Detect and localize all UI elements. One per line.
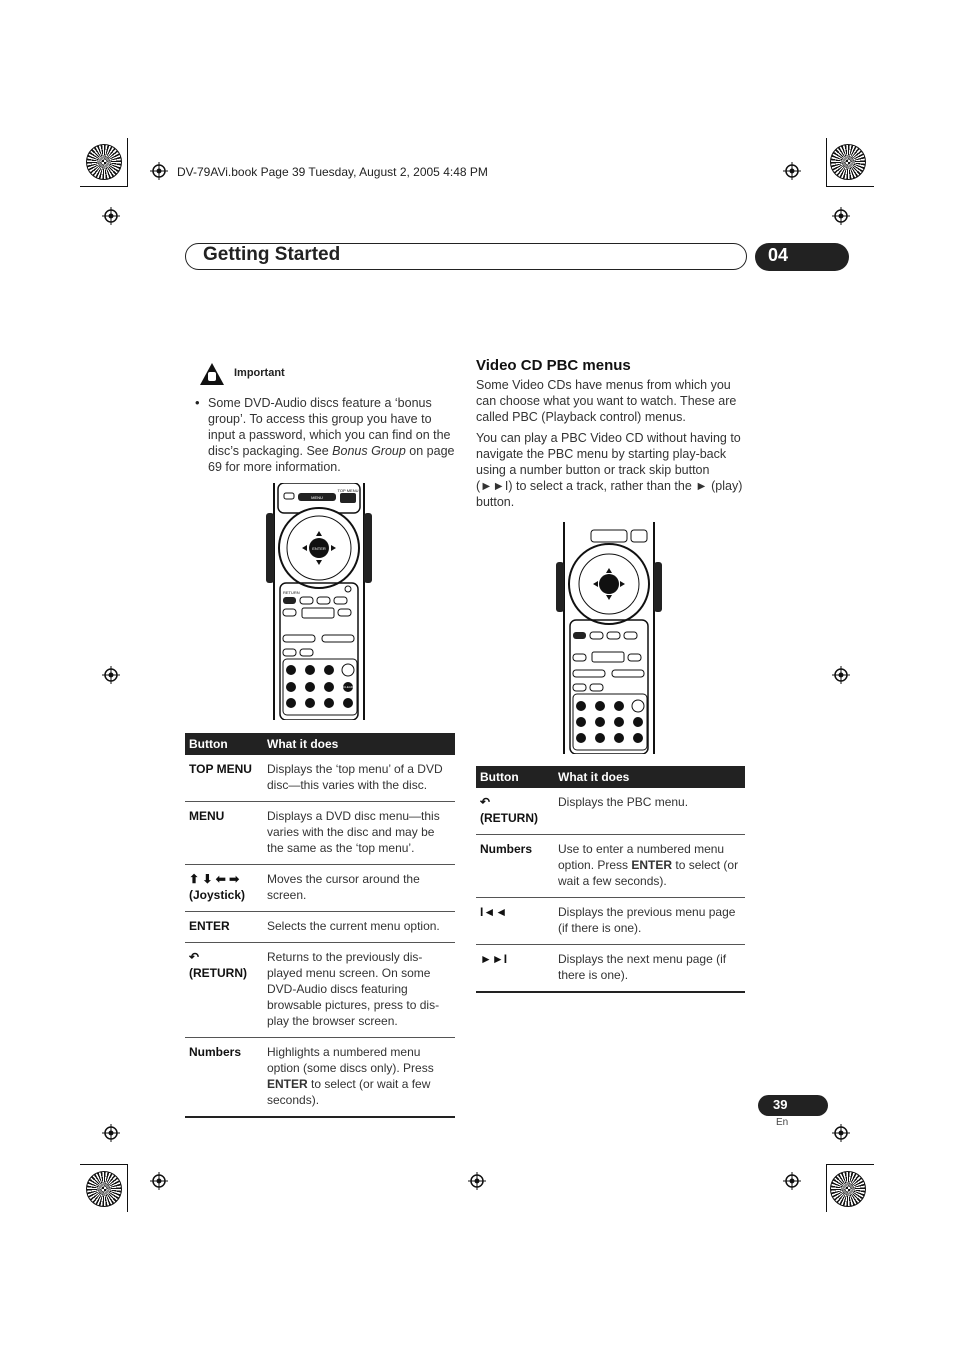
- crop-line: [127, 138, 128, 186]
- table-header-row: [476, 766, 745, 788]
- warning-icon: [199, 362, 225, 386]
- table-row: [185, 912, 455, 943]
- table-header: Button: [476, 766, 554, 788]
- table-row: [476, 788, 745, 835]
- button-description: Displays a DVD disc menu—this varies with the disc and may be the same as the ‘top menu’.: [263, 802, 455, 865]
- registration-mark-icon: [150, 162, 168, 180]
- table-row: [185, 802, 455, 865]
- paragraph: Some Video CDs have menus from which you can choose what you want to watch. These are called PBC (Playback control) menus.: [476, 378, 737, 424]
- table-row: [185, 943, 455, 1038]
- sunburst-mark-icon: [86, 144, 122, 180]
- button-name: ↶ (RETURN): [185, 943, 263, 1038]
- button-description: Displays the previous menu page (if there is one).: [554, 898, 745, 945]
- button-description: Displays the ‘top menu’ of a DVD disc—this varies with the disc.: [263, 755, 455, 802]
- table-header: What it does: [263, 733, 455, 755]
- registration-mark-icon: [102, 666, 120, 684]
- table-header-row: [185, 733, 455, 755]
- table-row: [185, 1038, 455, 1118]
- sunburst-mark-icon: [86, 1171, 122, 1207]
- registration-mark-icon: [468, 1172, 486, 1190]
- button-description: Displays the next menu page (if there is one).: [554, 945, 745, 993]
- registration-mark-icon: [832, 207, 850, 225]
- table-header: What it does: [554, 766, 745, 788]
- crop-line: [826, 138, 827, 186]
- button-name: ENTER: [185, 912, 263, 943]
- book-info: DV-79AVi.book Page 39 Tuesday, August 2, 2005 4:48 PM: [177, 165, 488, 179]
- arrow-keys-icon: ⬆ ⬇ ⬅ ➡: [189, 872, 240, 886]
- bullet-icon: •: [195, 395, 200, 410]
- button-name: MENU: [185, 802, 263, 865]
- page-number: 39: [758, 1095, 828, 1116]
- registration-mark-icon: [102, 1124, 120, 1142]
- sunburst-mark-icon: [830, 144, 866, 180]
- return-icon: ↶: [189, 950, 200, 964]
- crop-line: [80, 186, 128, 187]
- registration-mark-icon: [783, 1172, 801, 1190]
- important-text: Some DVD-Audio discs feature a ‘bonus group’. To access this group you have to input a password, which you can find on the disc’s packaging. See Bonus Group on page 69 for more information.: [208, 396, 455, 474]
- crop-line: [127, 1164, 128, 1212]
- registration-mark-icon: [832, 666, 850, 684]
- table-row: [476, 945, 745, 993]
- crop-line: [826, 186, 874, 187]
- button-description: Returns to the previously dis-played menu screen. On some DVD-Audio discs featuring browsable pictures, press to dis-play the browser screen.: [263, 943, 455, 1038]
- button-name: TOP MENU: [185, 755, 263, 802]
- return-icon: ↶: [480, 795, 491, 809]
- table-row: [476, 835, 745, 898]
- sunburst-mark-icon: [830, 1171, 866, 1207]
- table-row: [185, 755, 455, 802]
- page-title: Getting Started: [203, 244, 341, 265]
- table-row: [476, 898, 745, 945]
- table-row: [185, 865, 455, 912]
- button-name: ⬆ ⬇ ⬅ ➡ (Joystick): [185, 865, 263, 912]
- button-description: Moves the cursor around the screen.: [263, 865, 455, 912]
- chapter-number: 04: [755, 243, 849, 271]
- remote-control-illustration: [556, 522, 662, 754]
- crop-line: [826, 1164, 874, 1165]
- paragraph: You can play a PBC Video CD without having to navigate the PBC menu by starting play-back using a number button or track skip button (►►I) to select a track, rather than the ► (play) button.: [476, 431, 743, 509]
- language-code: En: [776, 1117, 789, 1128]
- registration-mark-icon: [150, 1172, 168, 1190]
- button-description: Selects the current menu option.: [263, 912, 455, 943]
- button-name: Numbers: [476, 835, 554, 898]
- registration-mark-icon: [783, 162, 801, 180]
- button-description: Highlights a numbered menu option (some discs only). Press ENTER to select (or wait a few seconds).: [263, 1038, 455, 1118]
- button-name: ↶ (RETURN): [476, 788, 554, 835]
- crop-line: [80, 1164, 128, 1165]
- remote-label-top-menu: TOP MENU: [337, 488, 359, 493]
- left-button-table: [185, 733, 455, 1118]
- remote-label-return: RETURN: [283, 590, 300, 595]
- remote-label-menu: MENU: [311, 495, 323, 500]
- button-description: Displays the PBC menu.: [554, 788, 745, 835]
- right-button-table: [476, 766, 745, 993]
- table-header: Button: [185, 733, 263, 755]
- previous-icon: I◄◄: [476, 898, 554, 945]
- button-description: Use to enter a numbered menu option. Press ENTER to select (or wait a few seconds).: [554, 835, 745, 898]
- section-title: Video CD PBC menus: [476, 357, 631, 374]
- button-name: Numbers: [185, 1038, 263, 1118]
- important-label: Important: [234, 367, 285, 379]
- crop-line: [826, 1164, 827, 1212]
- remote-control-illustration: [266, 483, 372, 720]
- registration-mark-icon: [832, 1124, 850, 1142]
- registration-mark-icon: [102, 207, 120, 225]
- remote-label-enter: ENTER: [312, 546, 326, 551]
- remote-label-clear: CLEAR: [342, 685, 354, 689]
- next-icon: ►►I: [476, 945, 554, 993]
